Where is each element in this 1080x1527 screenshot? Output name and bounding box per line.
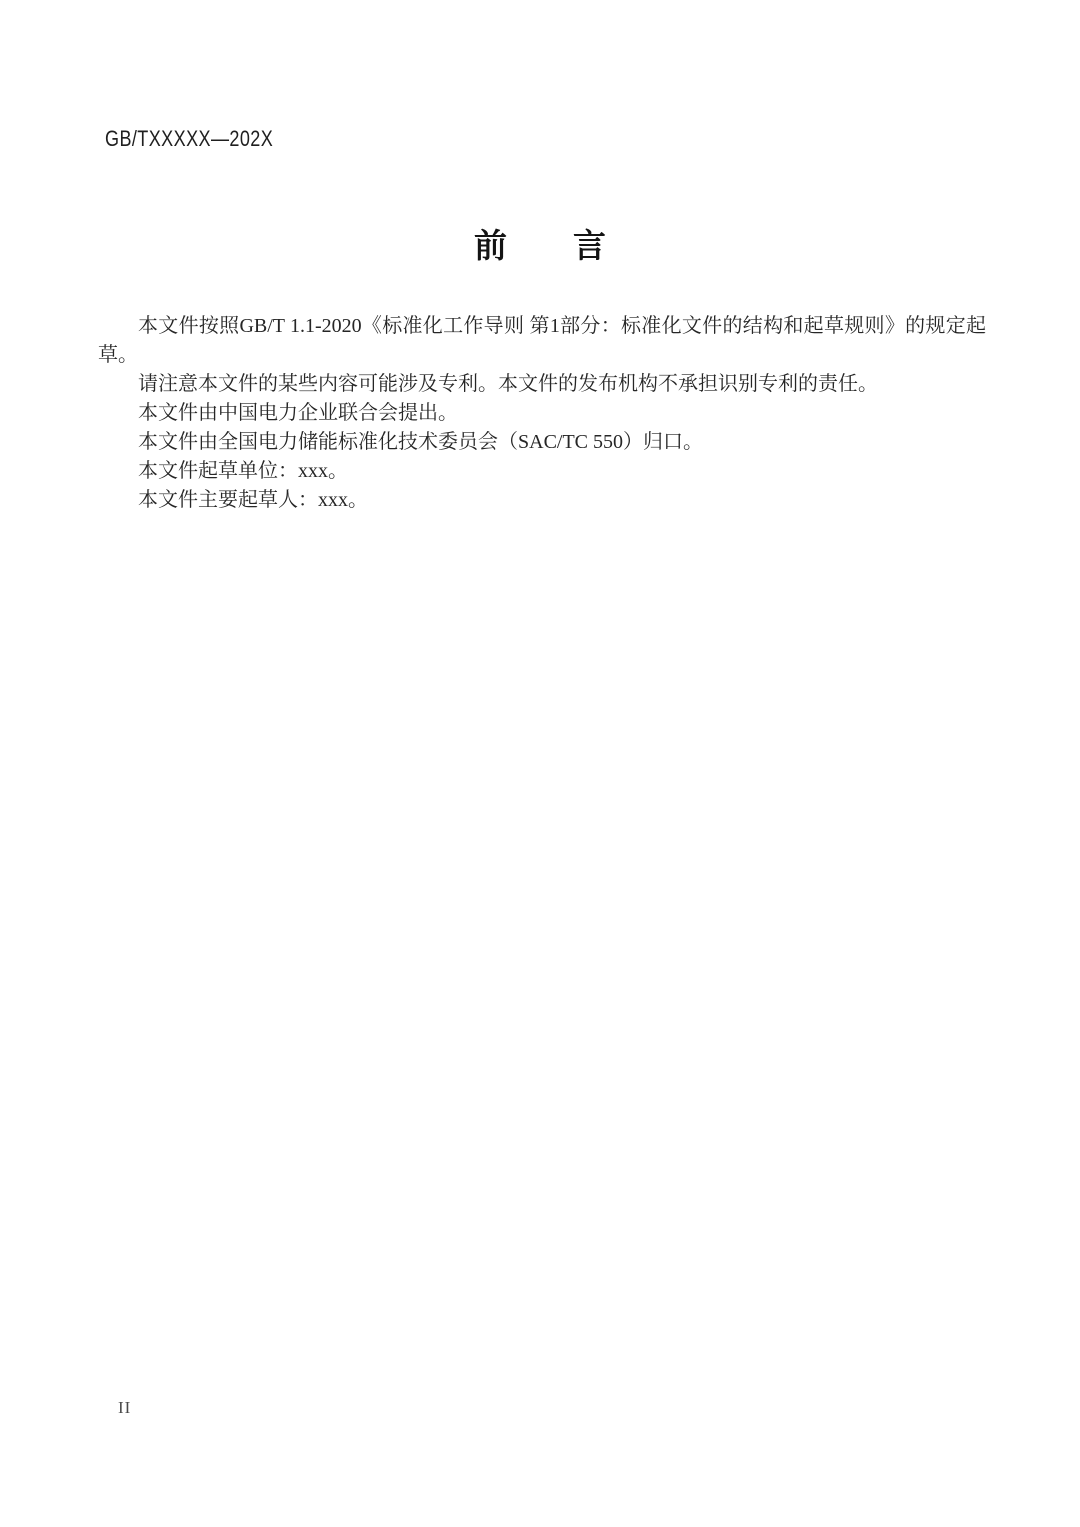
foreword-paragraph-main-drafters: 本文件主要起草人：xxx。 — [138, 489, 368, 511]
standard-code-header: GB/TXXXXX—202X — [105, 126, 274, 151]
foreword-paragraph-patent-notice: 请注意本文件的某些内容可能涉及专利。本文件的发布机构不承担识别专利的责任。 — [138, 373, 878, 395]
foreword-paragraph-drafting-unit: 本文件起草单位：xxx。 — [138, 460, 348, 482]
foreword-paragraph-centralized-by: 本文件由全国电力储能标准化技术委员会（SAC/TC 550）归口。 — [138, 431, 704, 453]
foreword-body — [98, 312, 986, 515]
foreword-paragraph-drafting-rules: 本文件按照GB/T 1.1-2020《标准化工作导则 第1部分：标准化文件的结构和起草规则》的规定起草。 — [98, 315, 986, 366]
page-number: II — [118, 1398, 132, 1417]
foreword-paragraph-proposed-by: 本文件由中国电力企业联合会提出。 — [138, 402, 458, 424]
foreword-title: 前 言 — [474, 227, 606, 264]
